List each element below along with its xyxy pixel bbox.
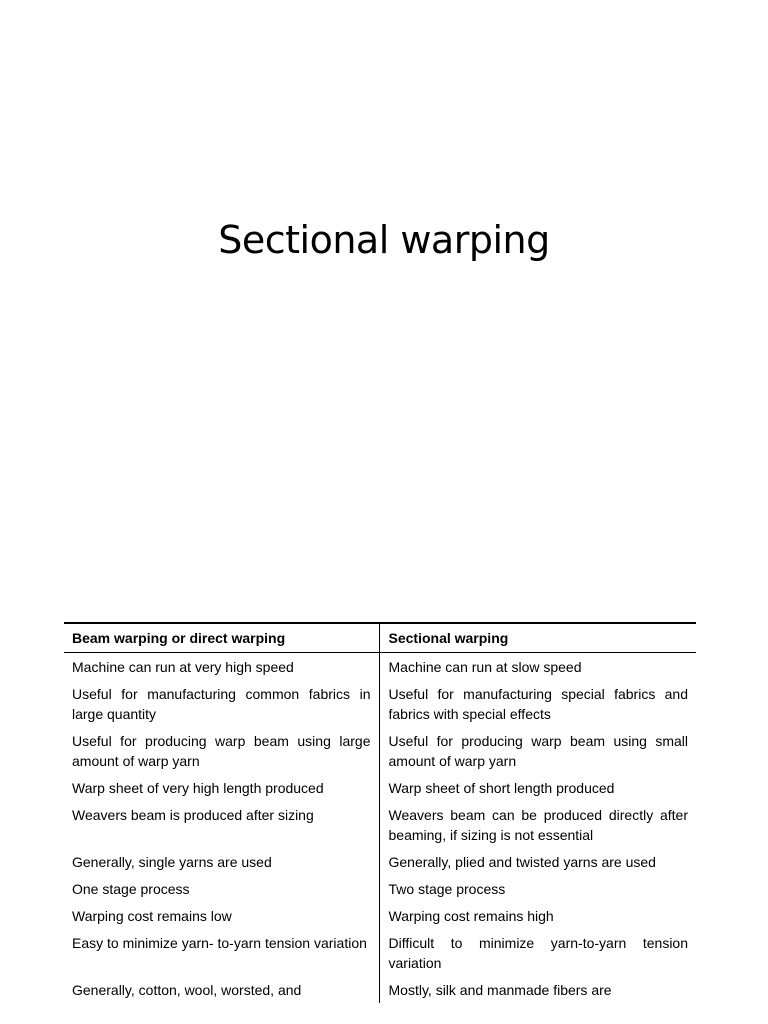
cell-beam-warping: Useful for manufacturing common fabrics in large quantity <box>64 680 379 727</box>
table-row <box>64 848 696 875</box>
table-row <box>64 801 696 848</box>
cell-sectional-warping: Machine can run at slow speed <box>388 659 582 675</box>
cell-sectional-warping: Mostly, silk and manmade fibers are <box>388 982 612 998</box>
cell-sectional-warping: Warp sheet of short length produced <box>388 780 615 796</box>
table-row <box>64 875 696 902</box>
cell-sectional-warping: Two stage process <box>388 881 506 897</box>
table-header <box>64 623 696 653</box>
cell-sectional-warping: Difficult to minimize yarn-to-yarn tension variation <box>388 935 688 971</box>
cell-sectional-warping: Warping cost remains high <box>388 908 554 924</box>
header-beam-warping: Beam warping or direct warping <box>64 623 379 653</box>
table-row <box>64 653 696 681</box>
cell-sectional-warping: Useful for manufacturing special fabrics and fabrics with special effects <box>388 686 688 722</box>
table-row <box>64 929 696 976</box>
slide-title: Sectional warping <box>218 218 550 262</box>
cell-beam-warping: Warp sheet of very high length produced <box>64 774 379 801</box>
cell-beam-warping: Machine can run at very high speed <box>64 653 379 681</box>
table-row <box>64 680 696 727</box>
table-row <box>64 976 696 1003</box>
cell-sectional-warping: Useful for producing warp beam using small amount of warp yarn <box>388 733 688 769</box>
table-header-row <box>64 623 696 653</box>
table-row <box>64 774 696 801</box>
table-row <box>64 727 696 774</box>
cell-beam-warping: Warping cost remains low <box>64 902 379 929</box>
table-row <box>64 902 696 929</box>
cell-beam-warping: Generally, single yarns are used <box>64 848 379 875</box>
comparison-table-container <box>64 622 696 1003</box>
cell-sectional-warping: Weavers beam can be produced directly after beaming, if sizing is not essential <box>388 807 688 843</box>
cell-sectional-warping: Generally, plied and twisted yarns are used <box>388 854 656 870</box>
cell-beam-warping: Useful for producing warp beam using large amount of warp yarn <box>64 727 379 774</box>
table-body <box>64 653 696 1004</box>
header-sectional-warping: Sectional warping <box>388 630 509 646</box>
comparison-table <box>64 622 696 1003</box>
cell-beam-warping: Generally, cotton, wool, worsted, and <box>64 976 379 1003</box>
cell-beam-warping: Weavers beam is produced after sizing <box>64 801 379 848</box>
cell-beam-warping: One stage process <box>64 875 379 902</box>
cell-beam-warping: Easy to minimize yarn- to-yarn tension variation <box>64 929 379 976</box>
